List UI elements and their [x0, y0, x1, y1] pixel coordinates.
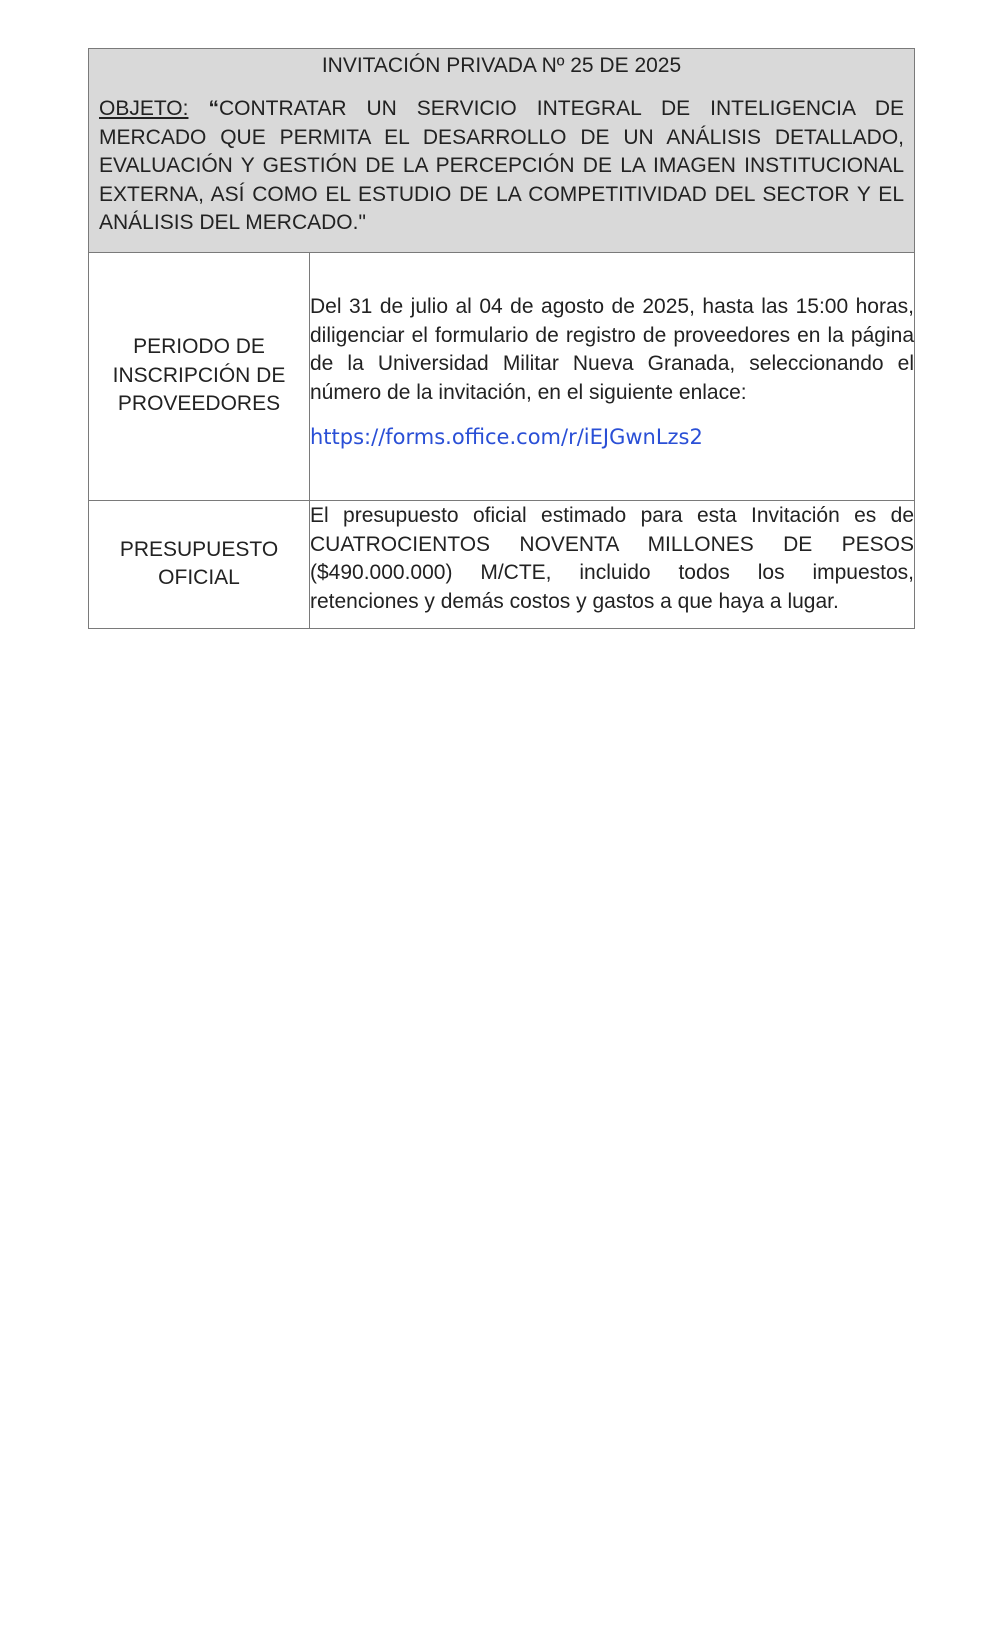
objeto-text: CONTRATAR UN SERVICIO INTEGRAL DE INTELIGENCIA DE MERCADO QUE PERMITA EL DESARROLLO DE UN ANÁLISIS DETALLADO, EVALUACIÓN Y GESTIÓN DE LA PERCEPCIÓN DE LA IMAGEN INSTITUCIONAL EXTERNA, ASÍ COMO EL ESTUDIO DE LA COMPETITIVIDAD DEL SECTOR Y EL ANÁLISIS DEL MERCADO." — [99, 97, 904, 234]
header-cell — [89, 49, 915, 253]
invitation-title: INVITACIÓN PRIVADA Nº 25 DE 2025 — [321, 54, 682, 77]
objeto-label: OBJETO: — [99, 97, 189, 120]
header-row — [89, 49, 915, 253]
presupuesto-text: El presupuesto oficial estimado para esta Invitación es de CUATROCIENTOS NOVENTA MILLONES DE PESOS ($490.000.000) M/CTE, incluido todos los impuestos, retenciones y demás costos y gastos a que haya a lugar. — [310, 504, 914, 613]
periodo-text: Del 31 de julio al 04 de agosto de 2025, hasta las 15:00 horas, diligenciar el formulario de registro de proveedores en la página de la Universidad Militar Nueva Granada, seleccionando el número de la invitación, en el siguiente enlace: — [310, 295, 914, 404]
presupuesto-label: PRESUPUESTO OFICIAL — [89, 500, 310, 628]
periodo-label: PERIODO DE INSCRIPCIÓN DE PROVEEDORES — [89, 252, 310, 500]
invitation-table — [88, 48, 915, 629]
periodo-content — [310, 252, 915, 500]
objeto-paragraph — [99, 95, 904, 238]
opening-quote: “ — [208, 97, 219, 120]
registration-form-link[interactable]: https://forms.office.com/r/iEJGwnLzs2 — [310, 425, 703, 449]
presupuesto-row — [89, 500, 915, 628]
presupuesto-content — [310, 500, 915, 628]
periodo-row — [89, 252, 915, 500]
